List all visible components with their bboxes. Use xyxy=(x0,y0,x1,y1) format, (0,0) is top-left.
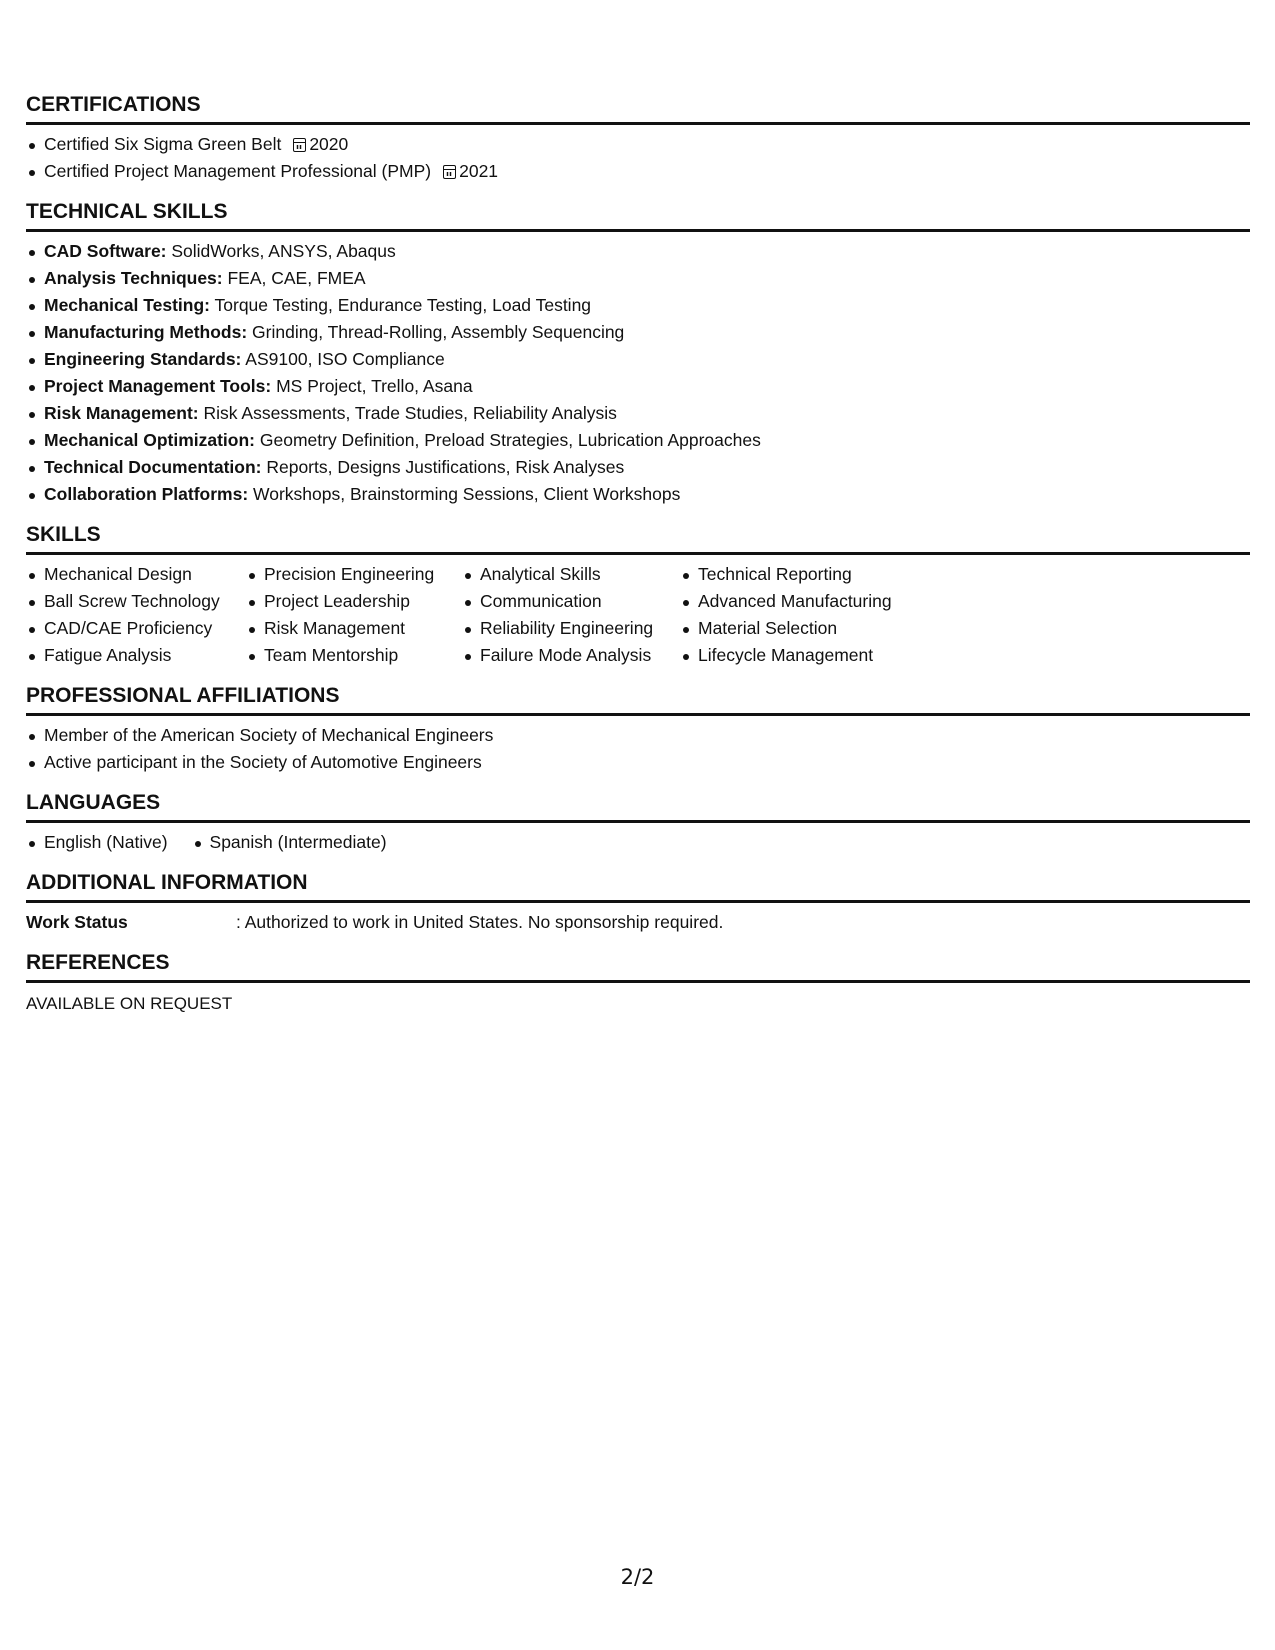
skill-values: MS Project, Trello, Asana xyxy=(271,376,473,396)
skill-category: Analysis Techniques: xyxy=(44,268,223,288)
skills-section xyxy=(26,522,1250,669)
skill-category: Risk Management: xyxy=(44,403,199,423)
affiliations-title: PROFESSIONAL AFFILIATIONS xyxy=(26,683,1250,716)
list-item: Communication xyxy=(462,588,680,615)
skills-column xyxy=(246,561,462,669)
additional-info-title: ADDITIONAL INFORMATION xyxy=(26,870,1250,903)
list-item: Member of the American Society of Mechanical Engineers xyxy=(26,722,1250,749)
list-item xyxy=(26,292,1250,319)
skill-category: Mechanical Optimization: xyxy=(44,430,255,450)
list-item xyxy=(26,265,1250,292)
list-item: Failure Mode Analysis xyxy=(462,642,680,669)
list-item xyxy=(26,400,1250,427)
list-item: CAD/CAE Proficiency xyxy=(26,615,246,642)
list-item: Risk Management xyxy=(246,615,462,642)
additional-info-section xyxy=(26,870,1250,936)
list-item: Spanish (Intermediate) xyxy=(192,829,387,856)
list-item: Advanced Manufacturing xyxy=(680,588,940,615)
skill-category: Mechanical Testing: xyxy=(44,295,210,315)
affiliations-section xyxy=(26,683,1250,776)
list-item xyxy=(26,427,1250,454)
work-status-value: : Authorized to work in United States. No sponsorship required. xyxy=(236,912,724,932)
list-item: Fatigue Analysis xyxy=(26,642,246,669)
certifications-section xyxy=(26,92,1250,185)
references-section xyxy=(26,950,1250,1017)
technical-skills-list xyxy=(26,238,1250,508)
skill-category: Engineering Standards: xyxy=(44,349,242,369)
list-item xyxy=(26,158,1250,185)
list-item: Ball Screw Technology xyxy=(26,588,246,615)
languages-title: LANGUAGES xyxy=(26,790,1250,823)
list-item: Project Leadership xyxy=(246,588,462,615)
list-item: Precision Engineering xyxy=(246,561,462,588)
certification-year: 2020 xyxy=(309,134,349,154)
certification-year: 2021 xyxy=(459,161,499,181)
certifications-list xyxy=(26,131,1250,185)
skill-category: Technical Documentation: xyxy=(44,457,262,477)
list-item xyxy=(26,454,1250,481)
affiliations-list xyxy=(26,722,1250,776)
calendar-icon xyxy=(293,138,306,152)
references-title: REFERENCES xyxy=(26,950,1250,983)
list-item: Lifecycle Management xyxy=(680,642,940,669)
skills-column xyxy=(26,561,246,669)
skills-column xyxy=(680,561,940,669)
list-item: Mechanical Design xyxy=(26,561,246,588)
skill-values: FEA, CAE, FMEA xyxy=(222,268,366,288)
resume-content xyxy=(26,92,1250,1017)
work-status-row xyxy=(26,909,1250,936)
skills-title: SKILLS xyxy=(26,522,1250,555)
list-item: Technical Reporting xyxy=(680,561,940,588)
skill-values: Workshops, Brainstorming Sessions, Client Workshops xyxy=(248,484,681,504)
skills-grid xyxy=(26,561,1250,669)
certifications-title: CERTIFICATIONS xyxy=(26,92,1250,125)
list-item xyxy=(26,131,1250,158)
list-item xyxy=(26,238,1250,265)
technical-skills-section xyxy=(26,199,1250,508)
languages-section xyxy=(26,790,1250,856)
list-item: Team Mentorship xyxy=(246,642,462,669)
list-item: Material Selection xyxy=(680,615,940,642)
skill-values: Torque Testing, Endurance Testing, Load Testing xyxy=(209,295,592,315)
skill-category: Project Management Tools: xyxy=(44,376,272,396)
skill-values: Geometry Definition, Preload Strategies, Lubrication Approaches xyxy=(255,430,761,450)
skill-category: Manufacturing Methods: xyxy=(44,322,248,342)
skill-values: SolidWorks, ANSYS, Abaqus xyxy=(166,241,396,261)
list-item xyxy=(26,319,1250,346)
languages-list xyxy=(26,829,411,856)
references-text: AVAILABLE ON REQUEST xyxy=(26,994,233,1013)
skill-values: AS9100, ISO Compliance xyxy=(241,349,445,369)
technical-skills-title: TECHNICAL SKILLS xyxy=(26,199,1250,232)
list-item xyxy=(26,346,1250,373)
skills-column xyxy=(462,561,680,669)
skill-values: Risk Assessments, Trade Studies, Reliability Analysis xyxy=(198,403,617,423)
calendar-icon xyxy=(443,165,456,179)
list-item xyxy=(26,481,1250,508)
skill-values: Grinding, Thread-Rolling, Assembly Sequencing xyxy=(247,322,625,342)
list-item: English (Native) xyxy=(26,829,168,856)
certification-name: Certified Six Sigma Green Belt xyxy=(44,134,282,154)
skill-values: Reports, Designs Justifications, Risk Analyses xyxy=(261,457,625,477)
languages-row xyxy=(26,829,1250,856)
list-item: Reliability Engineering xyxy=(462,615,680,642)
list-item: Active participant in the Society of Automotive Engineers xyxy=(26,749,1250,776)
list-item xyxy=(26,373,1250,400)
skill-category: CAD Software: xyxy=(44,241,167,261)
page-number: 2/2 xyxy=(620,1565,655,1589)
skill-category: Collaboration Platforms: xyxy=(44,484,249,504)
list-item: Analytical Skills xyxy=(462,561,680,588)
work-status-label: Work Status xyxy=(26,912,128,932)
certification-name: Certified Project Management Professional (PMP) xyxy=(44,161,432,181)
